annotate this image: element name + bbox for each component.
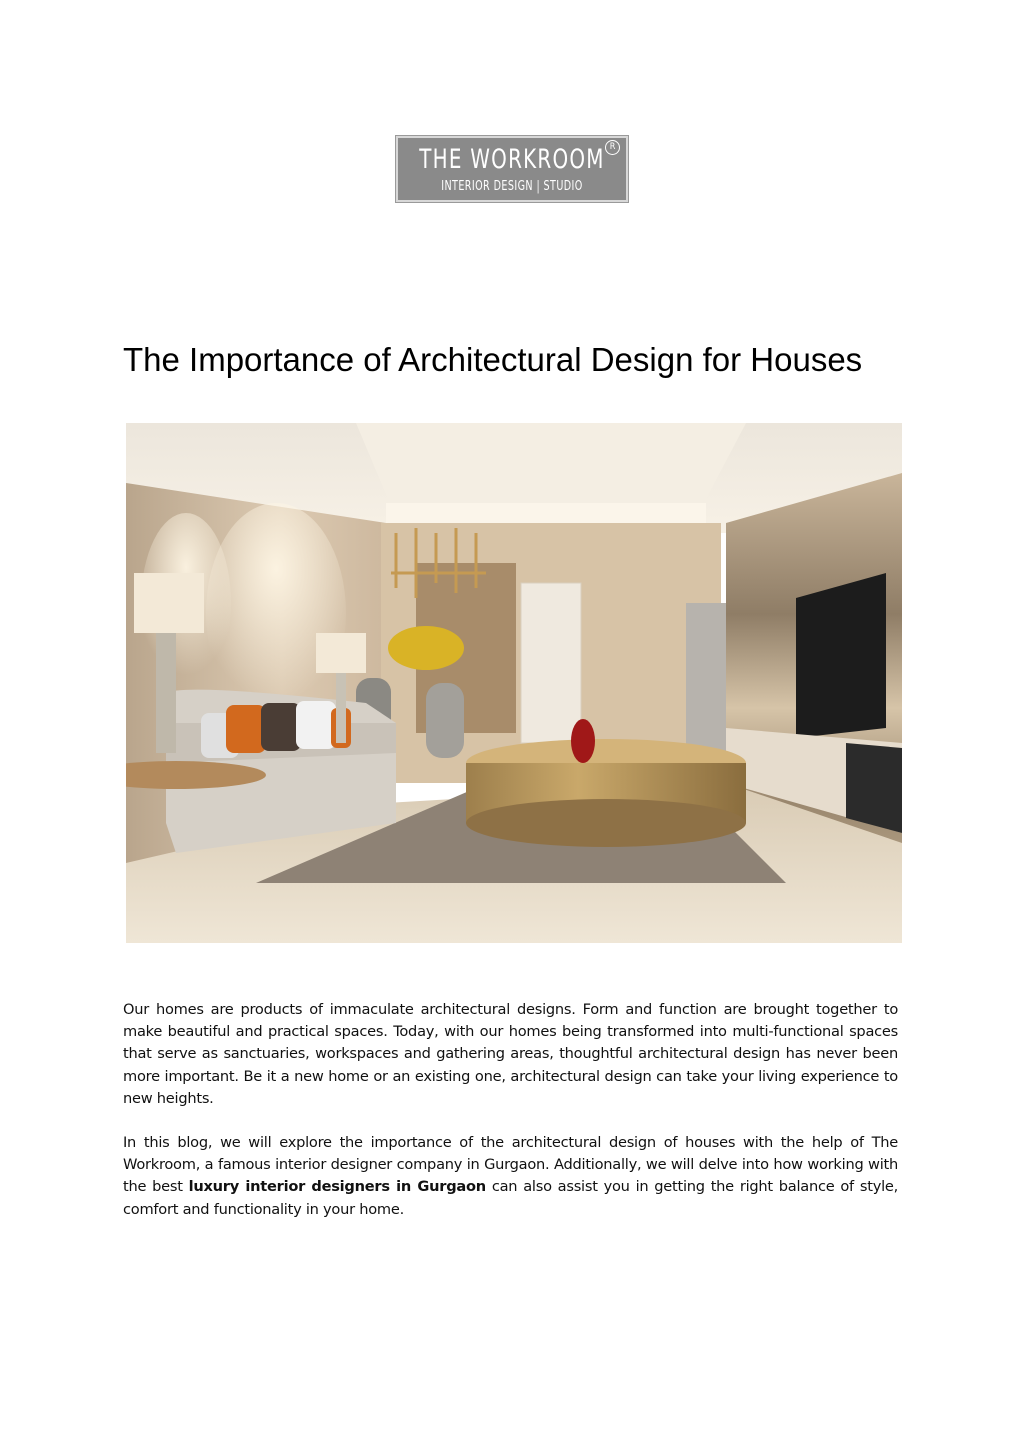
page-title: The Importance of Architectural Design for Houses xyxy=(123,341,863,378)
blog-overview-paragraph xyxy=(123,1132,898,1221)
logo-tagline: INTERIOR DESIGN | STUDIO xyxy=(441,179,583,194)
registered-mark: R xyxy=(605,140,620,155)
logo-name: THE WORKROOM xyxy=(419,144,605,175)
intro-paragraph: Our homes are products of immaculate architectural designs. Form and function are brought together to make beautiful and practical spaces. Today, with our homes being transformed into multi-functional spaces that serve as sanctuaries, workspaces and gathering areas, thoughtful architectural design has never been more important. Be it a new home or an existing one, architectural design can take your living experience to new heights. xyxy=(123,1001,898,1107)
luxury-interior-designers-link[interactable]: luxury interior designers in Gurgaon xyxy=(188,1178,486,1196)
paragraph-text: can also assist you in getting the right balance of style, comfort and functionality in your home. xyxy=(123,1178,898,1218)
brand-logo xyxy=(396,136,628,202)
paragraph-text: In this blog, we will explore the importance of the architectural design of houses with the help of The Workroom, a famous interior designer company in Gurgaon. Additionally, we will delve into how working with the best xyxy=(123,1134,898,1196)
hero-image xyxy=(126,423,902,943)
